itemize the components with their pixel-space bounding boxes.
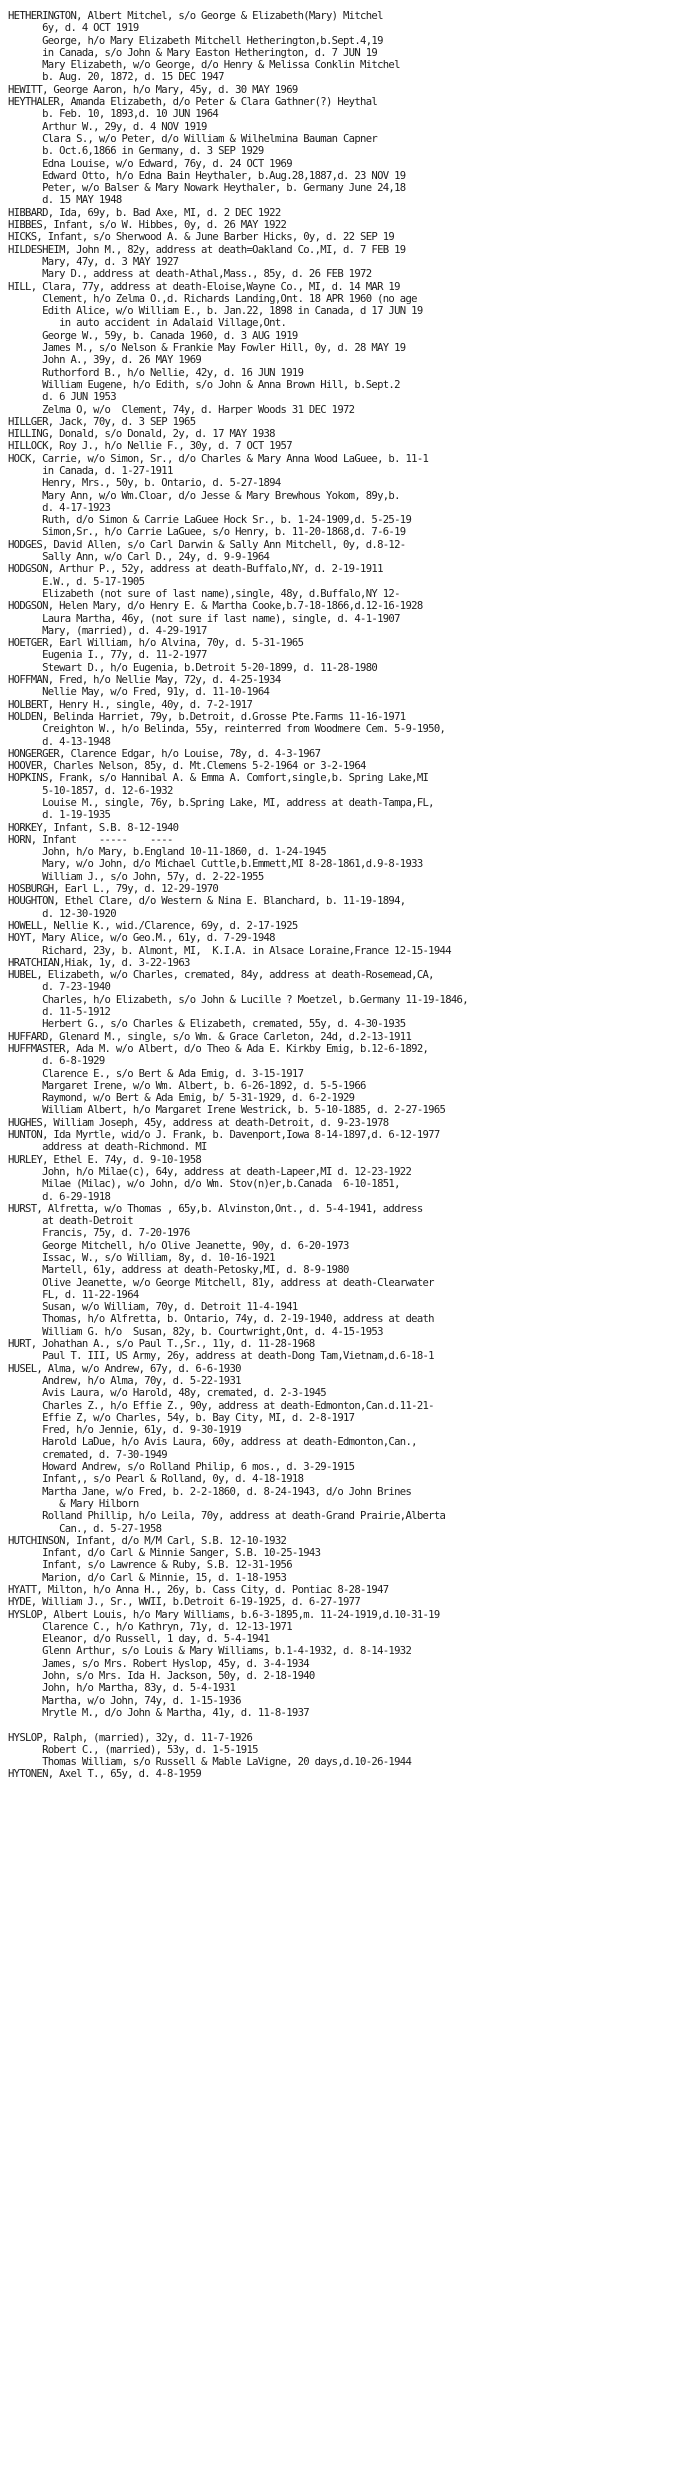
- record-line: Mary Elizabeth, w/o George, d/o Henry & Melissa Conklin Mitchel: [8, 59, 400, 72]
- record-line: HUSEL, Alma, w/o Andrew, 67y, d. 6-6-1930: [8, 1362, 241, 1375]
- record-line: HOCK, Carrie, w/o Simon, Sr., d/o Charles & Mary Anna Wood LaGuee, b. 11-1: [8, 452, 429, 465]
- record-line: HODGSON, Helen Mary, d/o Henry E. & Martha Cooke,b.7-18-1866,d.12-16-1928: [8, 600, 423, 613]
- record-line: Infant, s/o Lawrence & Ruby, S.B. 12-31-1956: [8, 1559, 292, 1572]
- record-line: Infant,, s/o Pearl & Rolland, 0y, d. 4-18-1918: [8, 1473, 304, 1486]
- record-line: Eleanor, d/o Russell, 1 day, d. 5-4-1941: [8, 1633, 270, 1646]
- record-line: Margaret Irene, w/o Wm. Albert, b. 6-26-1892, d. 5-5-1966: [8, 1079, 366, 1092]
- record-line: HORN, Infant ----- ----: [8, 833, 173, 846]
- record-line: HURLEY, Ethel E. 74y, d. 9-10-1958: [8, 1153, 202, 1166]
- record-line: Herbert G., s/o Charles & Elizabeth, cremated, 55y, d. 4-30-1935: [8, 1018, 406, 1031]
- record-line: HUFFARD, Glenard M., single, s/o Wm. & Grace Carleton, 24d, d.2-13-1911: [8, 1030, 412, 1043]
- record-line: Mary Ann, w/o Wm.Cloar, d/o Jesse & Mary Brewhous Yokom, 89y,b.: [8, 489, 400, 502]
- record-line: HOSBURGH, Earl L., 79y, d. 12-29-1970: [8, 883, 219, 896]
- record-line: in Canada, d. 1-27-1911: [8, 464, 173, 477]
- record-line: Richard, 23y, b. Almont, MI, K.I.A. in Alsace Loraine,France 12-15-1944: [8, 944, 451, 957]
- record-line: Martell, 61y, address at death-Petosky,MI, d. 8-9-1980: [8, 1264, 349, 1277]
- record-line: HUBEL, Elizabeth, w/o Charles, cremated, 84y, address at death-Rosemead,CA,: [8, 969, 434, 982]
- record-line: d. 6-29-1918: [8, 1190, 111, 1203]
- record-line: HILDESHEIM, John M., 82y, address at death=Oakland Co.,MI, d. 7 FEB 19: [8, 243, 406, 256]
- record-line: HYSLOP, Albert Louis, h/o Mary Williams, b.6-3-1895,m. 11-24-1919,d.10-31-19: [8, 1608, 440, 1621]
- record-line: Stewart D., h/o Eugenia, b.Detroit 5-20-1899, d. 11-28-1980: [8, 661, 378, 674]
- record-line: Glenn Arthur, s/o Louis & Mary Williams, b.1-4-1932, d. 8-14-1932: [8, 1645, 412, 1658]
- record-line: HOUGHTON, Ethel Clare, d/o Western & Nina E. Blanchard, b. 11-19-1894,: [8, 895, 406, 908]
- record-line: HEYTHALER, Amanda Elizabeth, d/o Peter & Clara Gathner(?) Heythal: [8, 96, 378, 109]
- record-line: Zelma O, w/o Clement, 74y, d. Harper Woods 31 DEC 1972: [8, 403, 355, 416]
- record-line: cremated, d. 7-30-1949: [8, 1448, 167, 1461]
- record-line: at death-Detroit: [8, 1215, 133, 1228]
- record-line: Elizabeth (not sure of last name),single, 48y, d.Buffalo,NY 12-: [8, 587, 400, 600]
- record-line: John, h/o Martha, 83y, d. 5-4-1931: [8, 1682, 236, 1695]
- record-line: HOYT, Mary Alice, w/o Geo.M., 61y, d. 7-29-1948: [8, 932, 275, 945]
- record-line: in auto accident in Adalaid Village,Ont.: [8, 317, 287, 330]
- record-line: HEWITT, George Aaron, h/o Mary, 45y, d. 30 MAY 1969: [8, 83, 298, 96]
- record-line: HYSLOP, Ralph, (married), 32y, d. 11-7-1926: [8, 1731, 253, 1744]
- record-line: Susan, w/o William, 70y, d. Detroit 11-4-1941: [8, 1301, 298, 1314]
- record-line: Ruthorford B., h/o Nellie, 42y, d. 16 JUN 1919: [8, 366, 304, 379]
- record-line: Paul T. III, US Army, 26y, address at death-Dong Tam,Vietnam,d.6-18-1: [8, 1350, 434, 1363]
- record-line: HUGHES, William Joseph, 45y, address at death-Detroit, d. 9-23-1978: [8, 1116, 389, 1129]
- record-line: HOWELL, Nellie K., wid./Clarence, 69y, d. 2-17-1925: [8, 919, 298, 932]
- record-line: Harold LaDue, h/o Avis Laura, 60y, address at death-Edmonton,Can.,: [8, 1436, 417, 1449]
- record-line: Martha Jane, w/o Fred, b. 2-2-1860, d. 8-24-1943, d/o John Brines: [8, 1485, 412, 1498]
- record-line: d. 4-17-1923: [8, 501, 111, 514]
- record-line: John, h/o Mary, b.England 10-11-1860, d. 1-24-1945: [8, 846, 326, 859]
- record-line: Infant, d/o Carl & Minnie Sanger, S.B. 10-25-1943: [8, 1547, 321, 1560]
- record-line: HUTCHINSON, Infant, d/o M/M Carl, S.B. 12-10-1932: [8, 1534, 287, 1547]
- record-line: John, s/o Mrs. Ida H. Jackson, 50y, d. 2-18-1940: [8, 1670, 315, 1683]
- record-line: Peter, w/o Balser & Mary Nowark Heythaler, b. Germany June 24,18: [8, 182, 406, 195]
- record-line: d. 15 MAY 1948: [8, 194, 122, 207]
- record-line: HOFFMAN, Fred, h/o Nellie May, 72y, d. 4-25-1934: [8, 674, 281, 687]
- record-line: HODGES, David Allen, s/o Carl Darwin & Sally Ann Mitchell, 0y, d.8-12-: [8, 538, 406, 551]
- record-line: Laura Martha, 46y, (not sure if last name), single, d. 4-1-1907: [8, 612, 400, 625]
- record-line: HYATT, Milton, h/o Anna H., 26y, b. Cass City, d. Pontiac 8-28-1947: [8, 1584, 389, 1596]
- record-line: 5-10-1857, d. 12-6-1932: [8, 784, 173, 797]
- record-line: John A., 39y, d. 26 MAY 1969: [8, 354, 202, 367]
- record-line: in Canada, s/o John & Mary Easton Hetherington, d. 7 JUN 19: [8, 46, 378, 59]
- record-line: 6y, d. 4 OCT 1919: [8, 22, 139, 35]
- record-line: HOLDEN, Belinda Harriet, 79y, b.Detroit, d.Grosse Pte.Farms 11-16-1971: [8, 710, 406, 723]
- record-line: d. 6 JUN 1953: [8, 391, 116, 404]
- record-line: HETHERINGTON, Albert Mitchel, s/o George & Elizabeth(Mary) Mitchel: [8, 10, 383, 22]
- record-line: HYTONEN, Axel T., 65y, d. 4-8-1959: [8, 1768, 202, 1781]
- record-line: Raymond, w/o Bert & Ada Emig, b/ 5-31-1929, d. 6-2-1929: [8, 1092, 355, 1105]
- record-line: Avis Laura, w/o Harold, 48y, cremated, d. 2-3-1945: [8, 1387, 326, 1400]
- record-line: d. 1-19-1935: [8, 809, 111, 822]
- record-line: HILLGER, Jack, 70y, d. 3 SEP 1965: [8, 415, 196, 428]
- record-line: d. 4-13-1948: [8, 735, 111, 748]
- record-line: E.W., d. 5-17-1905: [8, 575, 145, 588]
- record-line: Mary, w/o John, d/o Michael Cuttle,b.Emmett,MI 8-28-1861,d.9-8-1933: [8, 858, 423, 871]
- record-line: Creighton W., h/o Belinda, 55y, reinterred from Woodmere Cem. 5-9-1950,: [8, 723, 446, 736]
- record-line: HORKEY, Infant, S.B. 8-12-1940: [8, 821, 179, 834]
- record-line: b. Feb. 10, 1893,d. 10 JUN 1964: [8, 108, 219, 121]
- record-line: d. 11-5-1912: [8, 1006, 111, 1019]
- record-line: b. Oct.6,1866 in Germany, d. 3 SEP 1929: [8, 145, 264, 158]
- record-line: Can., d. 5-27-1958: [8, 1522, 162, 1535]
- record-line: William Eugene, h/o Edith, s/o John & Anna Brown Hill, b.Sept.2: [8, 378, 400, 391]
- record-line: Robert C., (married), 53y, d. 1-5-1915: [8, 1743, 258, 1756]
- record-line: HICKS, Infant, s/o Sherwood A. & June Barber Hicks, 0y, d. 22 SEP 19: [8, 231, 395, 244]
- document-page: [8, 10, 668, 1781]
- record-line: Milae (Milac), w/o John, d/o Wm. Stov(n)er,b.Canada 6-10-1851,: [8, 1178, 400, 1191]
- record-line: Fred, h/o Jennie, 61y, d. 9-30-1919: [8, 1424, 241, 1437]
- record-line: James, s/o Mrs. Robert Hyslop, 45y, d. 3-4-1934: [8, 1657, 309, 1670]
- record-line: HONGERGER, Clarence Edgar, h/o Louise, 78y, d. 4-3-1967: [8, 747, 321, 760]
- record-line: d. 7-23-1940: [8, 981, 111, 994]
- record-line: address at death-Richmond. MI: [8, 1141, 207, 1154]
- record-line: George Mitchell, h/o Olive Jeanette, 90y, d. 6-20-1973: [8, 1239, 349, 1252]
- record-line: Thomas William, s/o Russell & Mable LaVigne, 20 days,d.10-26-1944: [8, 1756, 412, 1769]
- record-line: HURST, Alfretta, w/o Thomas , 65y,b. Alvinston,Ont., d. 5-4-1941, address: [8, 1202, 423, 1215]
- record-line: d. 6-8-1929: [8, 1055, 105, 1068]
- record-line: Mrytle M., d/o John & Martha, 41y, d. 11-8-1937: [8, 1706, 309, 1719]
- record-line: b. Aug. 20, 1872, d. 15 DEC 1947: [8, 71, 224, 84]
- record-line: George, h/o Mary Elizabeth Mitchell Hetherington,b.Sept.4,19: [8, 34, 383, 47]
- record-line: Mary D., address at death-Athal,Mass., 85y, d. 26 FEB 1972: [8, 268, 372, 281]
- record-line: Issac, W., s/o William, 8y, d. 10-16-1921: [8, 1251, 275, 1264]
- record-line: HOETGER, Earl William, h/o Alvina, 70y, d. 5-31-1965: [8, 637, 304, 650]
- record-line: Rolland Phillip, h/o Leila, 70y, address at death-Grand Prairie,Alberta: [8, 1510, 446, 1523]
- record-line: Charles Z., h/o Effie Z., 90y, address at death-Edmonton,Can.d.11-21-: [8, 1399, 434, 1412]
- record-line: HILLOCK, Roy J., h/o Nellie F., 30y, d. 7 OCT 1957: [8, 440, 292, 453]
- record-line: HUFFMASTER, Ada M. w/o Albert, d/o Theo & Ada E. Kirkby Emig, b.12-6-1892,: [8, 1042, 429, 1055]
- record-line: William J., s/o John, 57y, d. 2-22-1955: [8, 870, 264, 883]
- record-line: Olive Jeanette, w/o George Mitchell, 81y, address at death-Clearwater: [8, 1276, 434, 1289]
- record-line: William G. h/o Susan, 82y, b. Courtwright,Ont, d. 4-15-1953: [8, 1325, 383, 1338]
- record-line: Clarence E., s/o Bert & Ada Emig, d. 3-15-1917: [8, 1067, 304, 1080]
- record-line: Charles, h/o Elizabeth, s/o John & Lucille ? Moetzel, b.Germany 11-19-1846,: [8, 993, 468, 1006]
- record-line: John, h/o Milae(c), 64y, address at death-Lapeer,MI d. 12-23-1922: [8, 1165, 412, 1178]
- record-line: FL, d. 11-22-1964: [8, 1288, 139, 1301]
- record-line: Edith Alice, w/o William E., b. Jan.22, 1898 in Canada, d 17 JUN 19: [8, 305, 423, 318]
- record-line: HURT, Johathan A., s/o Paul T.,Sr., 11y, d. 11-28-1968: [8, 1338, 315, 1351]
- record-line: Sally Ann, w/o Carl D., 24y, d. 9-9-1964: [8, 551, 270, 564]
- record-line: HOPKINS, Frank, s/o Hannibal A. & Emma A. Comfort,single,b. Spring Lake,MI: [8, 772, 429, 785]
- record-line: & Mary Hilborn: [8, 1497, 139, 1510]
- record-line: Clara S., w/o Peter, d/o William & Wilhelmina Bauman Capner: [8, 132, 378, 145]
- record-line: Arthur W., 29y, d. 4 NOV 1919: [8, 120, 207, 133]
- record-line: Ruth, d/o Simon & Carrie LaGuee Hock Sr., b. 1-24-1909,d. 5-25-19: [8, 514, 412, 527]
- record-line: Clement, h/o Zelma O.,d. Richards Landing,Ont. 18 APR 1960 (no age: [8, 292, 417, 305]
- record-line: HOOVER, Charles Nelson, 85y, d. Mt.Clemens 5-2-1964 or 3-2-1964: [8, 760, 366, 773]
- record-line: HILLING, Donald, s/o Donald, 2y, d. 17 MAY 1938: [8, 428, 275, 441]
- record-line: Francis, 75y, d. 7-20-1976: [8, 1227, 190, 1240]
- record-line: William Albert, h/o Margaret Irene Westrick, b. 5-10-1885, d. 2-27-1965: [8, 1104, 446, 1117]
- record-line: Edna Louise, w/o Edward, 76y, d. 24 OCT 1969: [8, 157, 292, 170]
- record-line: Andrew, h/o Alma, 70y, d. 5-22-1931: [8, 1374, 241, 1387]
- record-line: HUNTON, Ida Myrtle, wid/o J. Frank, b. Davenport,Iowa 8-14-1897,d. 6-12-1977: [8, 1129, 440, 1142]
- record-line: HIBBARD, Ida, 69y, b. Bad Axe, MI, d. 2 DEC 1922: [8, 206, 281, 219]
- record-line: Edward Otto, h/o Edna Bain Heythaler, b.Aug.28,1887,d. 23 NOV 19: [8, 169, 406, 182]
- record-line: Eugenia I., 77y, d. 11-2-1977: [8, 649, 207, 662]
- record-line: HYDE, William J., Sr., WWII, b.Detroit 6-19-1925, d. 6-27-1977: [8, 1596, 361, 1609]
- record-line: George W., 59y, b. Canada 1960, d. 3 AUG 1919: [8, 329, 298, 342]
- record-line: Thomas, h/o Alfretta, b. Ontario, 74y, d. 2-19-1940, address at death: [8, 1313, 434, 1326]
- record-line: Martha, w/o John, 74y, d. 1-15-1936: [8, 1694, 241, 1707]
- record-line: d. 12-30-1920: [8, 907, 116, 920]
- record-line: [8, 1719, 668, 1731]
- record-line: Simon,Sr., h/o Carrie LaGuee, s/o Henry, b. 11-20-1868,d. 7-6-19: [8, 526, 406, 539]
- record-line: HOLBERT, Henry H., single, 40y, d. 7-2-1917: [8, 698, 253, 711]
- record-line: Henry, Mrs., 50y, b. Ontario, d. 5-27-1894: [8, 477, 281, 490]
- record-line: Marion, d/o Carl & Minnie, 15, d. 1-18-1953: [8, 1571, 287, 1584]
- record-line: James M., s/o Nelson & Frankie May Fowler Hill, 0y, d. 28 MAY 19: [8, 342, 406, 355]
- record-line: Mary, 47y, d. 3 MAY 1927: [8, 255, 179, 268]
- record-line: Mary, (married), d. 4-29-1917: [8, 624, 207, 637]
- record-line: Effie Z, w/o Charles, 54y, b. Bay City, MI, d. 2-8-1917: [8, 1411, 355, 1424]
- record-line: Clarence C., h/o Kathryn, 71y, d. 12-13-1971: [8, 1620, 292, 1633]
- record-line: HRATCHIAN,Hiak, 1y, d. 3-22-1963: [8, 956, 190, 969]
- record-line: HILL, Clara, 77y, address at death-Eloise,Wayne Co., MI, d. 14 MAR 19: [8, 280, 400, 293]
- record-line: HODGSON, Arthur P., 52y, address at death-Buffalo,NY, d. 2-19-1911: [8, 563, 383, 576]
- record-line: Nellie May, w/o Fred, 91y, d. 11-10-1964: [8, 686, 270, 699]
- record-line: Howard Andrew, s/o Rolland Philip, 6 mos., d. 3-29-1915: [8, 1461, 355, 1474]
- record-line: Louise M., single, 76y, b.Spring Lake, MI, address at death-Tampa,FL,: [8, 797, 434, 809]
- record-line: HIBBES, Infant, s/o W. Hibbes, 0y, d. 26 MAY 1922: [8, 219, 287, 232]
